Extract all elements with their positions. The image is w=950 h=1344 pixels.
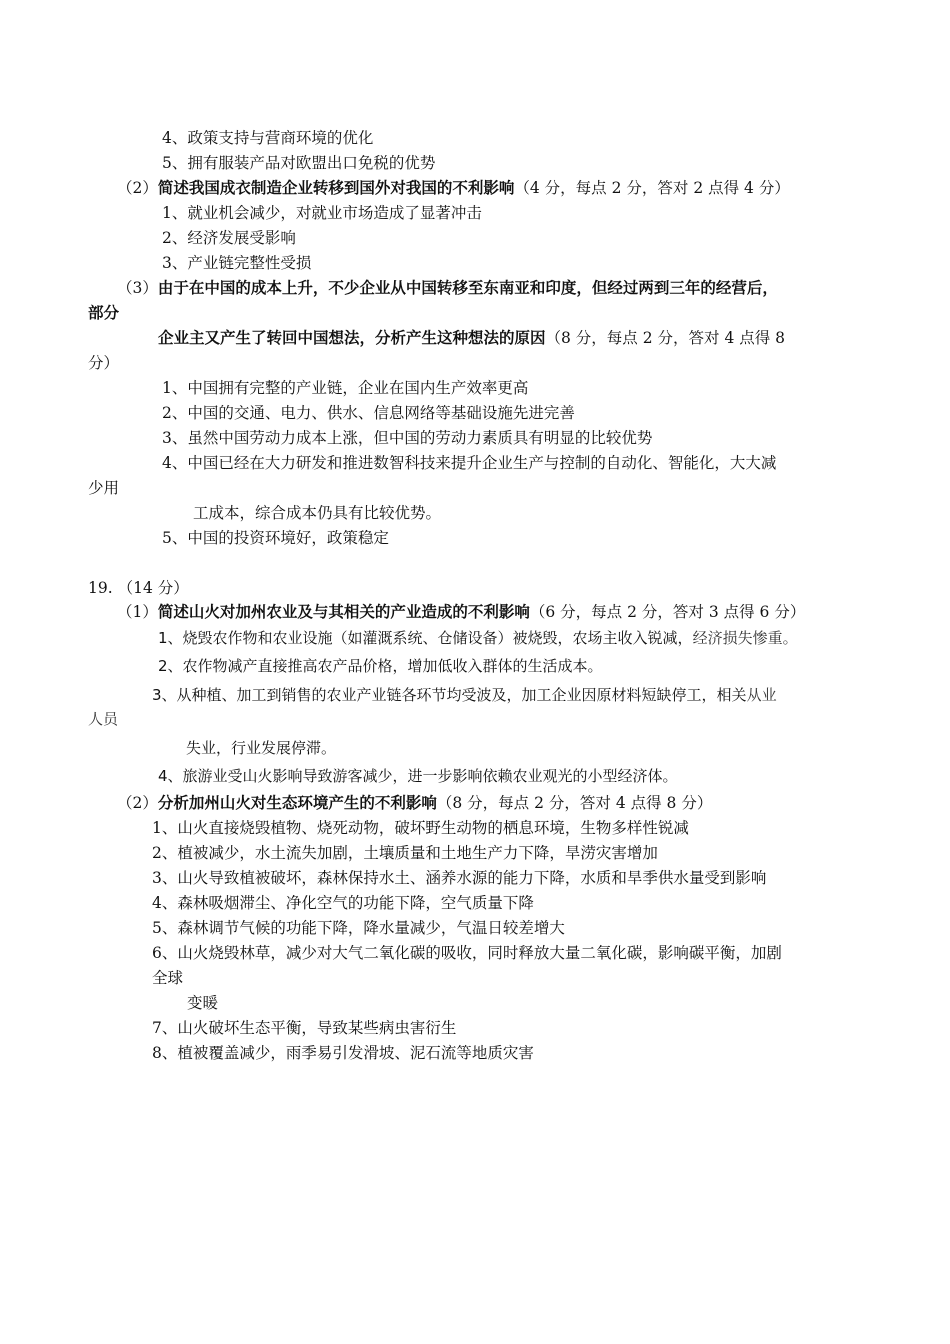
q19-header: 19. （14 分）	[88, 579, 189, 597]
q19-part2-number: （2）	[117, 794, 158, 812]
q19-part2-heading	[117, 792, 712, 814]
q18-part2-item-2: 2、经济发展受影响	[162, 229, 296, 247]
q18-part3-item-5: 5、中国的投资环境好，政策稳定	[162, 529, 389, 547]
q19-part1-item-1	[158, 627, 798, 649]
q18-p1-item-4: 4、政策支持与营商环境的优化	[162, 129, 374, 147]
q19-part2-question: 分析加州山火对生态环境产生的不利影响	[157, 793, 437, 812]
q18-part3-score: （8 分，每点 2 分，答对 4 点得 8	[545, 329, 786, 347]
q19-part1-item-1-tail: 经济损失惨重。	[692, 629, 798, 647]
q19-part1-score: （6 分，每点 2 分，答对 3 点得 6 分）	[529, 603, 806, 621]
q18-part3-question-text2: 企业主又产生了转回中国想法，分析产生这种想法的原因	[158, 328, 546, 347]
q19-part1-item-3-cont: 失业，行业发展停滞。	[186, 739, 337, 757]
q18-part3-item-4-cont: 工成本，综合成本仍具有比较优势。	[193, 504, 442, 522]
q19-part1-item-1-text: 1、烧毁农作物和农业设施（如灌溉系统、仓储设备）被烧毁，农场主收入锐减，	[158, 629, 693, 647]
q19-part2-item-2: 2、植被减少，水土流失加剧，土壤质量和土地生产力下降，旱涝灾害增加	[152, 844, 658, 862]
q19-part2-item-6: 6、山火烧毁林草，减少对大气二氧化碳的吸收，同时释放大量二氧化碳，影响碳平衡，加剧	[152, 944, 782, 962]
q18-part3-score-wrap: 分）	[88, 354, 120, 372]
q18-part3-heading	[117, 277, 778, 299]
q19-part2-item-7: 7、山火破坏生态平衡，导致某些病虫害衍生	[152, 1019, 457, 1037]
q18-part2-heading	[117, 177, 790, 199]
q18-part3-item-3: 3、虽然中国劳动力成本上涨，但中国的劳动力素质具有明显的比较优势	[162, 429, 653, 447]
q19-part1-item-4: 4、旅游业受山火影响导致游客减少，进一步影响依赖农业观光的小型经济体。	[158, 767, 678, 785]
q19-part2-score: （8 分，每点 2 分，答对 4 点得 8 分）	[436, 794, 713, 812]
q18-part3-item-4-wrap: 少用	[88, 479, 120, 497]
q19-part2-item-5: 5、森林调节气候的功能下降，降水量减少，气温日较差增大	[152, 919, 565, 937]
q18-part3-number: （3）	[117, 279, 158, 297]
q18-part2-question: 简述我国成衣制造企业转移到国外对我国的不利影响	[157, 178, 515, 197]
q19-part2-item-4: 4、森林吸烟滞尘、净化空气的功能下降，空气质量下降	[152, 894, 534, 912]
q19-part1-number: （1）	[117, 603, 158, 621]
q19-part1-question: 简述山火对加州农业及与其相关的产业造成的不利影响	[157, 602, 530, 621]
q19-part1-heading	[117, 601, 805, 623]
q19-part2-item-6-wrap: 全球	[152, 969, 184, 987]
q18-part3-item-4: 4、中国已经在大力研发和推进数智科技来提升企业生产与控制的自动化、智能化，大大减	[162, 454, 777, 472]
q18-p1-item-5: 5、拥有服装产品对欧盟出口免税的优势	[162, 154, 436, 172]
q19-part1-item-3-text: 3、从种植、加工到销售的农业产业链各环节均受波及，加工企业因原材料短缺停工，相关	[152, 686, 747, 704]
q18-part2-item-3: 3、产业链完整性受损	[162, 254, 312, 272]
q19-part2-item-6-cont: 变暖	[187, 994, 219, 1012]
q18-part3-question-line1: 由于在中国的成本上升，不少企业从中国转移至东南亚和印度，但经过两到三年的经营后，	[157, 278, 778, 297]
q18-part3-item-1: 1、中国拥有完整的产业链，企业在国内生产效率更高	[162, 379, 529, 397]
q19-part2-item-1: 1、山火直接烧毁植物、烧死动物，破坏野生动物的栖息环境，生物多样性锐减	[152, 819, 689, 837]
q19-part1-item-2: 2、农作物减产直接推高农产品价格，增加低收入群体的生活成本。	[158, 657, 603, 675]
q19-part2-item-3: 3、山火导致植被破坏，森林保持水土、涵养水源的能力下降，水质和旱季供水量受到影响	[152, 869, 767, 887]
q19-part1-item-3-tail: 从业	[746, 686, 777, 704]
q19-part1-item-3-wrap: 人员	[88, 710, 119, 728]
q18-part2-score: （4 分，每点 2 分，答对 2 点得 4 分）	[514, 179, 790, 197]
q18-part2-number: （2）	[117, 179, 158, 197]
q18-part2-item-1: 1、就业机会减少，对就业市场造成了显著冲击	[162, 204, 482, 222]
q19-part1-item-3	[152, 684, 777, 706]
q18-part3-item-2: 2、中国的交通、电力、供水、信息网络等基础设施先进完善	[162, 404, 575, 422]
q18-part3-question-wrap: 部分	[88, 303, 120, 322]
q18-part3-question-line2	[158, 327, 785, 349]
q19-part2-item-8: 8、植被覆盖减少，雨季易引发滑坡、泥石流等地质灾害	[152, 1044, 534, 1062]
